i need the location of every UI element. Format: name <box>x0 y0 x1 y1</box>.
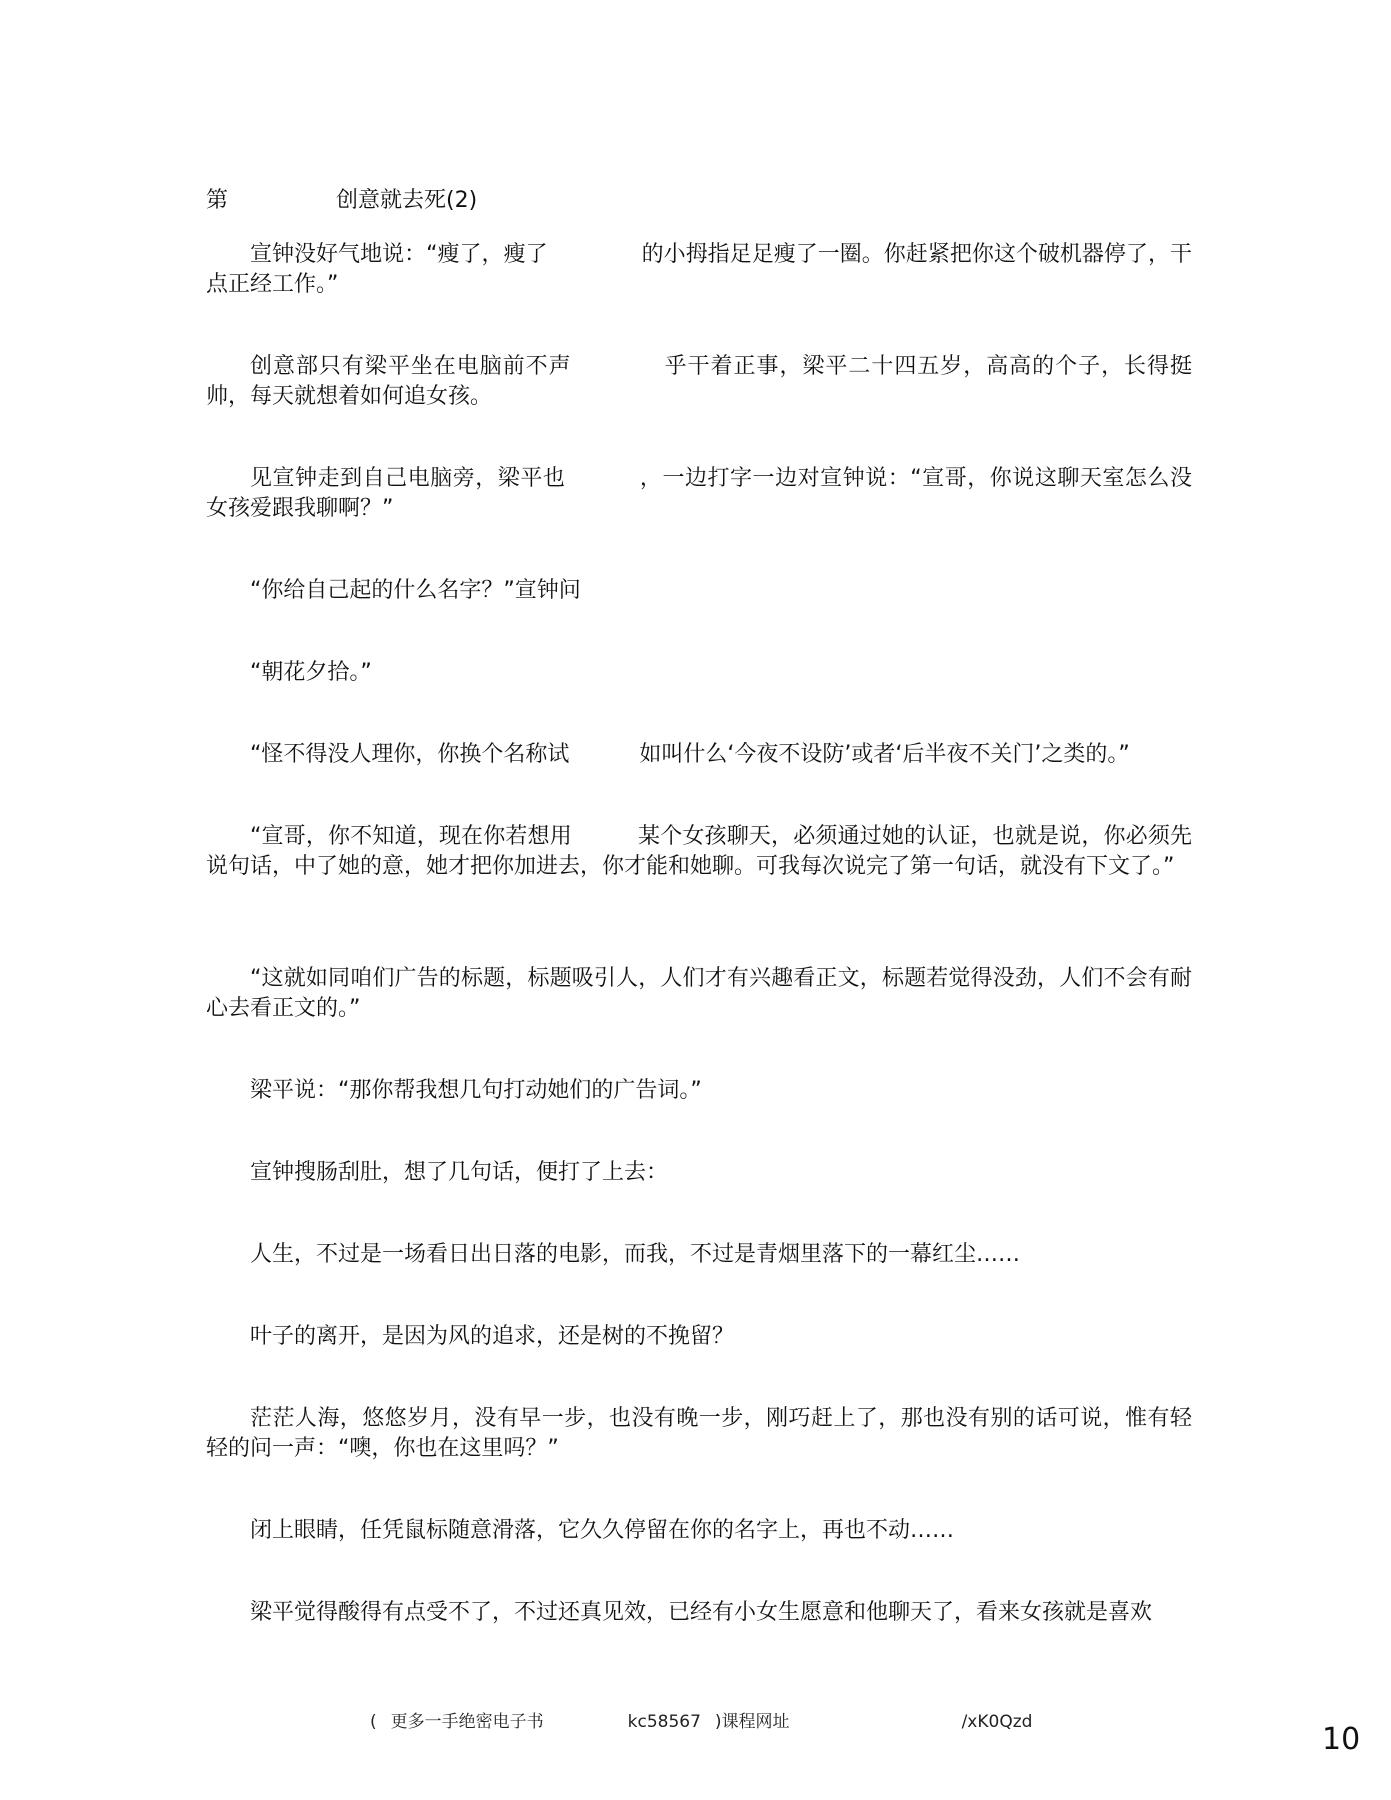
footer-code: kc58567 <box>627 1712 701 1732</box>
page-number: 10 <box>1322 1722 1361 1757</box>
paragraph-13: 茫茫人海，悠悠岁月，没有早一步，也没有晚一步，刚巧赶上了，那也没有别的话可说，惟有轻轻的问一声：“噢，你也在这里吗？” <box>206 1406 1192 1461</box>
footer-suffix: /xK0Qzd <box>961 1712 1033 1732</box>
footer-text-ebook: 更多一手绝密电子书 <box>390 1712 544 1732</box>
paragraph-5: “朝花夕拾。” <box>250 660 372 685</box>
paragraph-14: 闭上眼睛，任凭鼠标随意滑落，它久久停留在你的名字上，再也不动…… <box>250 1518 955 1543</box>
paragraph-2: 创意部只有梁平坐在电脑前不声 乎干着正事，梁平二十四五岁，高高的个子，长得挺帅，每天就想着如何追女孩。 <box>206 354 1192 409</box>
footer-close-paren: ) <box>714 1712 722 1732</box>
paragraph-10: 宣钟搜肠刮肚，想了几句话，便打了上去： <box>250 1160 669 1185</box>
footer-open-paren: ( <box>370 1712 377 1732</box>
chapter-title <box>206 186 477 216</box>
paragraph-6: “怪不得没人理你，你换个名称试 如叫什么‘今夜不设防’或者‘后半夜不关门’之类的。” <box>250 742 1130 767</box>
page-footer <box>370 1710 1032 1734</box>
chapter-title-prefix: 第 <box>206 188 229 213</box>
paragraph-15: 梁平觉得酸得有点受不了，不过还真见效，已经有小女生愿意和他聊天了，看来女孩就是喜欢 <box>250 1600 1153 1625</box>
paragraph-8: “这就如同咱们广告的标题，标题吸引人，人们才有兴趣看正文，标题若觉得没劲，人们不会有耐心去看正文的。” <box>206 966 1192 1021</box>
paragraph-12: 叶子的离开，是因为风的追求，还是树的不挽留？ <box>250 1324 735 1349</box>
footer-text-course: 课程网址 <box>721 1712 790 1732</box>
paragraph-1: 宣钟没好气地说：“瘦了，瘦了 的小拇指足足瘦了一圈。你赶紧把你这个破机器停了，干点正经工作。” <box>206 242 1192 297</box>
paragraph-11: 人生，不过是一场看日出日落的电影，而我，不过是青烟里落下的一幕红尘…… <box>250 1242 1021 1267</box>
paragraph-3: 见宣钟走到自己电脑旁，梁平也 ，一边打字一边对宣钟说：“宣哥，你说这聊天室怎么没女孩爱跟我聊啊？” <box>206 466 1192 521</box>
chapter-title-main: 创意就去死(2) <box>336 188 478 213</box>
paragraph-9: 梁平说：“那你帮我想几句打动她们的广告词。” <box>250 1078 702 1103</box>
paragraph-7: “宣哥，你不知道，现在你若想用 某个女孩聊天，必须通过她的认证，也就是说，你必须先说句话，中了她的意，她才把你加进去，你才能和她聊。可我每次说完了第一句话，就没有下文了。” <box>206 824 1192 879</box>
paragraph-4: “你给自己起的什么名字？”宣钟问 <box>250 578 581 603</box>
